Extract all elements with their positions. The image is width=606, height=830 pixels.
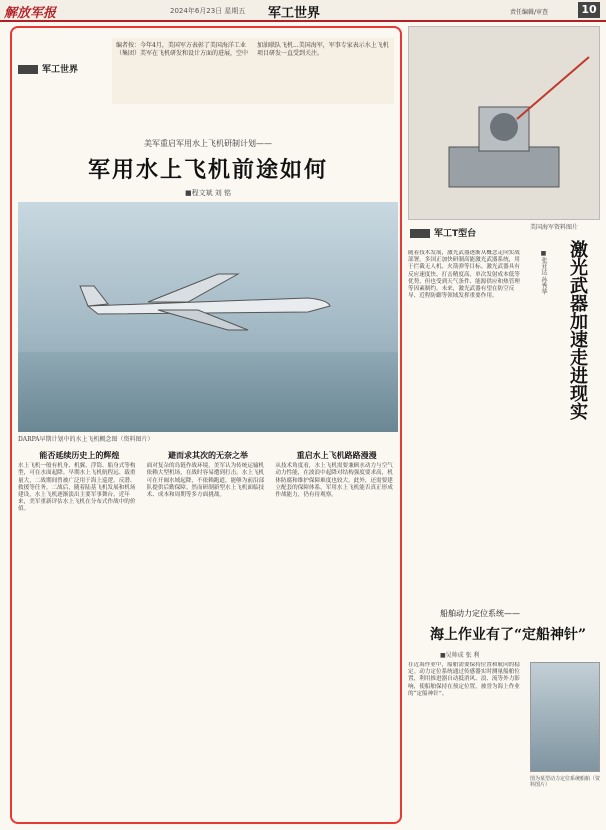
masthead bbox=[0, 0, 606, 22]
left-section-label: 军工世界 bbox=[18, 62, 78, 75]
editor-note: 编者按：今年4月，美国军方表彰了美国海洋工业（集团）美军在飞机研发和设计方面的进展，空中加油联队飞机...美国海军，军事专家表示水上飞机项目研发一直受到关注。 bbox=[112, 38, 394, 104]
laser-weapon-photo bbox=[408, 26, 600, 220]
right-section-label: 军工T型台 bbox=[410, 226, 476, 239]
seaplane-icon bbox=[78, 272, 338, 332]
newspaper-logo: 解放军报 bbox=[4, 6, 57, 21]
section-title: 军工世界 bbox=[268, 6, 321, 21]
issue-date: 2024年6月23日 星期五 bbox=[170, 7, 246, 15]
ship-byline: ■吴帅成 张 利 bbox=[440, 652, 480, 659]
section-bar-icon bbox=[410, 229, 430, 238]
ship-headline: 海上作业有了“定船神针” bbox=[430, 627, 587, 643]
article-byline: ■程文斌 刘 铭 bbox=[184, 189, 232, 197]
right-image-caption: 美国海军资料图片 bbox=[530, 224, 579, 231]
article-headline: 军用水上飞机前途如何 bbox=[87, 157, 328, 183]
article-subtitle: 美军重启军用水上飞机研制计划—— bbox=[144, 139, 272, 148]
section-heading-2: 避而求其次的无奈之举 bbox=[168, 450, 248, 460]
laser-article-text: 随着技术发展，激光武器逐渐从概念走向实战部署。多国正加快研制高能激光武器系统，用于拦截无人机、火箭弹等目标。激光武器具有反应速度快、打击精度高、单次发射成本低等优势，但也受到天气条件、能源供应和热管理等因素制约。未来，激光武器有望在防空反导、近程防御等领域发挥重要作用。 bbox=[408, 250, 520, 300]
section-text-3: 从技术角度看，水上飞机需要兼顾水动力与空气动力性能，在波浪中起降对结构强度要求高，机体防腐和维护保障难度也较大。此外，还需要建立配套的保障体系，军用水上飞机能否真正形成作战能力，仍有待观察。 bbox=[275, 463, 393, 499]
ship-caption: 图为某型动力定位系统船舶（资料图片） bbox=[530, 776, 601, 788]
seaplane-photo bbox=[18, 202, 398, 432]
sea-surface bbox=[18, 352, 398, 432]
article-column-3 bbox=[275, 448, 398, 820]
section-bar-icon bbox=[18, 65, 38, 74]
ship-kicker: 船舶动力定位系统—— bbox=[440, 609, 520, 618]
article-column-1 bbox=[18, 448, 141, 820]
section-heading-1: 能否延续历史上的辉煌 bbox=[39, 450, 120, 460]
laser-headline: 激光武器加速走进现实 bbox=[567, 240, 588, 420]
laser-byline: ■张亚达 孙秀华 bbox=[540, 250, 547, 295]
ship-article-text: 在近海作业中，船舶需要保持位置和航向的稳定。动力定位系统通过传感器实时测量船舶位置，利用推进器自动抵消风、浪、流等外力影响，使船舶保持在预定位置，被誉为海上作业的“定船神针”。 bbox=[408, 662, 520, 697]
laser-weapon-icon bbox=[409, 27, 600, 220]
photo-caption: DARPA早期计划中的水上飞机概念图（资料图片） bbox=[18, 436, 154, 443]
page-number: 10 bbox=[578, 2, 600, 18]
main-article-panel[interactable] bbox=[10, 26, 402, 824]
editor-credit: 责任编辑/审查 bbox=[510, 9, 549, 16]
section-text-2: 面对复杂的岛链作战环境，美军认为传统运输机依赖大型机场，在战时容易遭到打击。水上飞机可在开阔水域起降，不依赖跑道，能够为前沿部队提供后勤保障。然而研制新型水上飞机面临技术、成本和周期等多方面挑战。 bbox=[146, 463, 265, 499]
section-text-1: 水上飞机一般有机身、机翼、浮筒、船身式等构型，可在水面起降。早期水上飞机航程远、载重量大，二战期间曾被广泛用于海上巡逻、反潜、救援等任务。二战后，随着陆基飞机发展和机场建设，水上飞机逐渐淡出主要军事舞台。近年来，美军重新评估水上飞机在分布式作战中的价值。 bbox=[18, 463, 136, 513]
section-heading-3: 重启水上飞机路路漫漫 bbox=[296, 450, 377, 460]
article-columns bbox=[18, 448, 398, 820]
ship-photo bbox=[530, 662, 600, 772]
article-column-2 bbox=[147, 448, 270, 820]
